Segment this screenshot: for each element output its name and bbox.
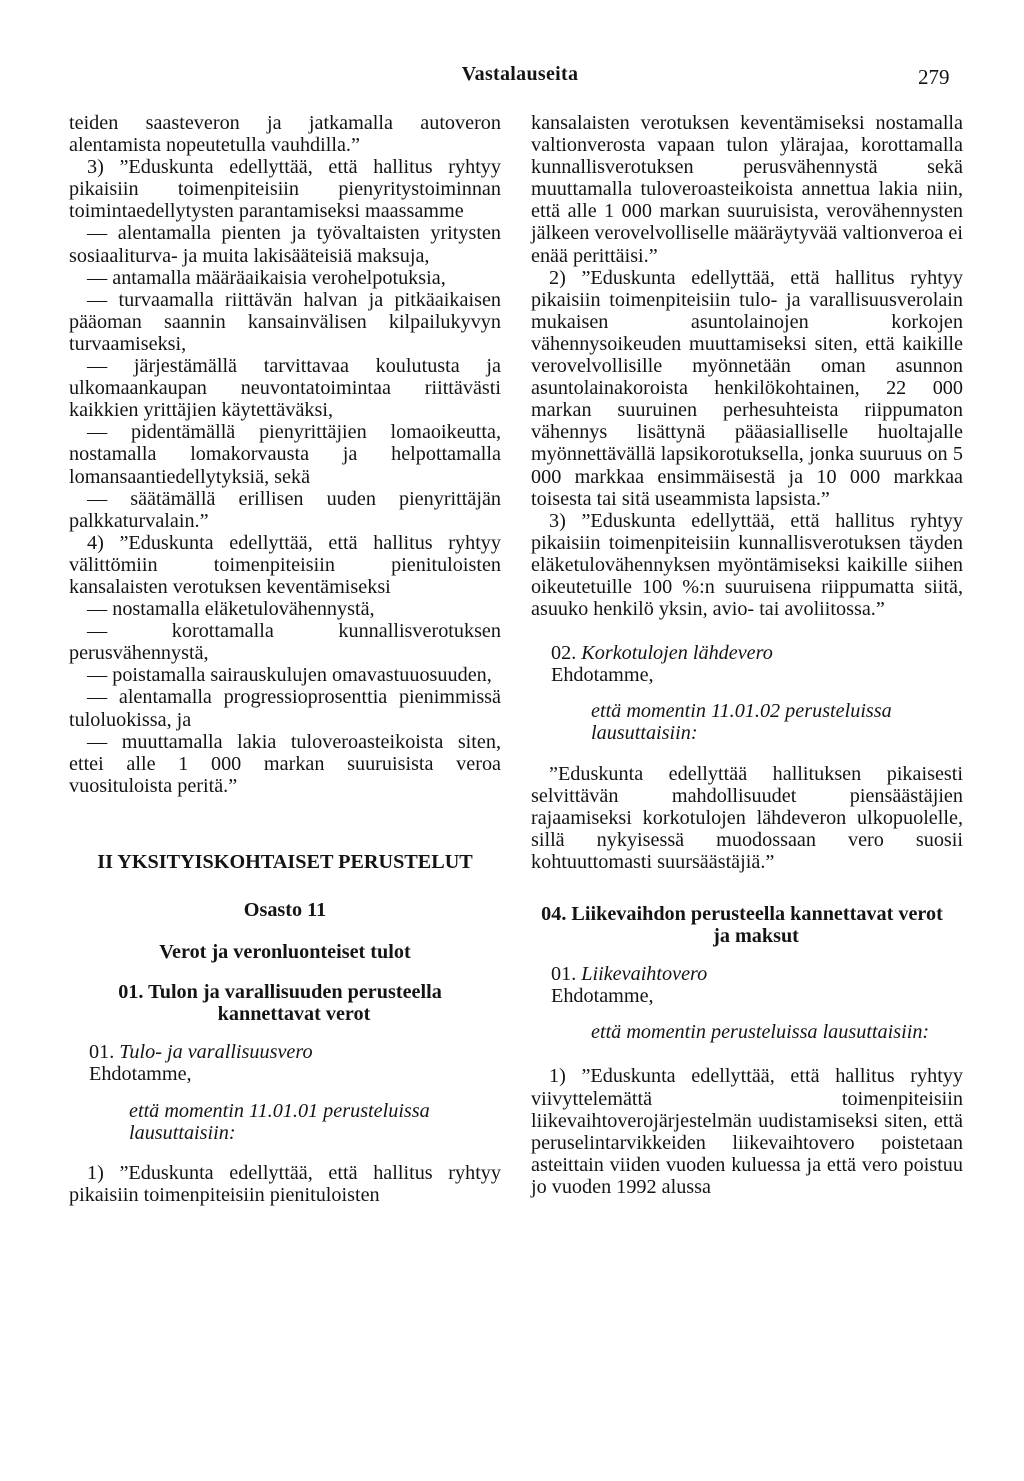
osasto-title: Verot ja veronluonteiset tulot (159, 941, 411, 964)
subitem-name: Korkotulojen lähdevero (581, 642, 773, 665)
proposal-line: Ehdotamme, (89, 1063, 192, 1086)
list-item: — järjestämällä tarvittavaa koulutusta ja ulkomaankaupan neuvontatoimintaa riittävästi kaikkien yrittäjien käytettäväksi, (69, 355, 501, 422)
left-column (69, 112, 501, 1206)
list-item: — alentamalla progressioprosenttia pienimmissä tuloluokissa, ja (69, 686, 501, 731)
paragraph: 4) ”Eduskunta edellyttää, että hallitus ryhtyy välittömiin toimenpiteisiin pienituloisten kansalaisten verotuksen keventämiseksi (69, 531, 501, 598)
paragraph: ”Eduskunta edellyttää hallituksen pikaisesti selvittävän mahdollisuudet piensäästäjien rajaamiseksi korkotulojen lähdeveron ulkopuolelle, sillä nykyisessä muodossaan vero suosii kohtuuttomasti suursäästäjiä.” (531, 762, 963, 873)
subitem-title (69, 1041, 501, 1063)
paragraph: 3) ”Eduskunta edellyttää, että hallitus ryhtyy pikaisiin toimenpiteisiin kunnallisverotuksen täyden eläketulovähennyksen myöntämiseksi kaikille siihen oikeutetuille 100 %:n suuruisena riippumatta siitä, asuuko henkilö yksin, avio- tai avoliitossa.” (531, 509, 963, 621)
subitem-number: 01. (551, 963, 577, 986)
item-heading: 04. Liikevaihdon perusteella kannettavat verot ja maksut (541, 903, 943, 948)
subitem-number: 01. (89, 1041, 115, 1064)
subitem-title (531, 963, 963, 985)
momentti-text: että momentin perusteluissa lausuttaisiin: (591, 1021, 930, 1044)
page-number: 279 (918, 65, 950, 89)
list-item: — turvaamalla riittävän halvan ja pitkäaikaisen pääoman saannin kansainvälisen kilpailukyvyn turvaamiseksi, (69, 288, 501, 355)
list-item: — alentamalla pienten ja työvaltaisten yritysten sosiaaliturva- ja muita lakisääteisiä maksuja, (69, 222, 501, 267)
paragraph: teiden saasteveron ja jatkamalla autoveron alentamista nopeutetulla vauhdilla.” (69, 112, 501, 157)
subitem-title (531, 642, 963, 664)
list-item: — muuttamalla lakia tuloveroasteikoista siten, ettei alle 1 000 markan suuruisista veroa vuosituloista peritä.” (69, 730, 501, 797)
right-column (531, 112, 963, 1198)
proposal-line: Ehdotamme, (551, 664, 654, 687)
subitem-name: Tulo- ja varallisuusvero (119, 1041, 313, 1064)
section-heading: II YKSITYISKOHTAISET PERUSTELUT (97, 850, 473, 873)
running-header: Vastalauseita (461, 63, 579, 85)
list-item: — nostamalla eläketulovähennystä, (87, 598, 375, 621)
subitem-number: 02. (551, 642, 577, 665)
osasto-heading: Osasto 11 (243, 899, 327, 921)
list-item: — pidentämällä pienyrittäjien lomaoikeutta, nostamalla lomakorvausta ja helpottamalla lomansaantiedellytyksiä, sekä (69, 421, 501, 488)
paragraph: 2) ”Eduskunta edellyttää, että hallitus ryhtyy pikaisiin toimenpiteisiin tulo- ja varallisuusverolain mukaisen asuntolainojen korkojen vähennysoikeuden muuttamiseksi siten, että kaikille verovelvollisille myönnetään oman asunnon asuntolainakoroista henkilökohtainen, 22 000 markan suuruinen perhesuhteista riippumaton vähennys lisättynä pääasialliselle huoltajalle myönnettävällä lapsikorotuksella, jonka suuruus on 5 000 markkaa ensimmäisestä ja 10 000 markkaa toisesta tai sitä useammista lapsista.” (531, 266, 963, 510)
paragraph: 1) ”Eduskunta edellyttää, että hallitus ryhtyy viivyttelemättä toimenpiteisiin liikevaihtoverojärjestelmän uudistamiseksi siten, että peruselintarvikkeiden liikevaihtovero poistetaan asteittain viiden vuoden kuluessa ja että vero poistuu jo vuoden 1992 alussa (531, 1065, 963, 1198)
paragraph: kansalaisten verotuksen keventämiseksi nostamalla valtionverosta vapaan tulon ylärajaa, korottamalla kunnallisverotuksen perusvähennystä sekä muuttamalla tuloveroasteikoista annettua lakia niin, että alle 1 000 markan suuruisista, verovähennysten jälkeen verovelvolliselle määräytyvää valtionveroa ei enää perittäisi.” (531, 112, 963, 267)
list-item: — korottamalla kunnallisverotuksen perusvähennystä, (69, 620, 501, 665)
momentti-text: että momentin 11.01.01 perusteluissa lausuttaisiin: (129, 1099, 430, 1144)
item-heading: 01. Tulon ja varallisuuden perusteella kannettavat verot (118, 981, 442, 1026)
proposal-line: Ehdotamme, (551, 985, 654, 1008)
subitem-name: Liikevaihtovero (581, 963, 708, 986)
list-item: — poistamalla sairauskulujen omavastuuosuuden, (87, 664, 492, 687)
momentti-text: että momentin 11.01.02 perusteluissa lausuttaisiin: (591, 700, 892, 745)
list-item: — antamalla määräaikaisia verohelpotuksia, (87, 266, 446, 289)
paragraph: 1) ”Eduskunta edellyttää, että hallitus ryhtyy pikaisiin toimenpiteisiin pienituloisten (69, 1161, 501, 1206)
paragraph: 3) ”Eduskunta edellyttää, että hallitus ryhtyy pikaisiin toimenpiteisiin pienyritystoiminnan toimintaedellytysten parantamiseksi maassamme (69, 156, 501, 223)
list-item: — säätämällä erillisen uuden pienyrittäjän palkkaturvalain.” (69, 487, 501, 532)
